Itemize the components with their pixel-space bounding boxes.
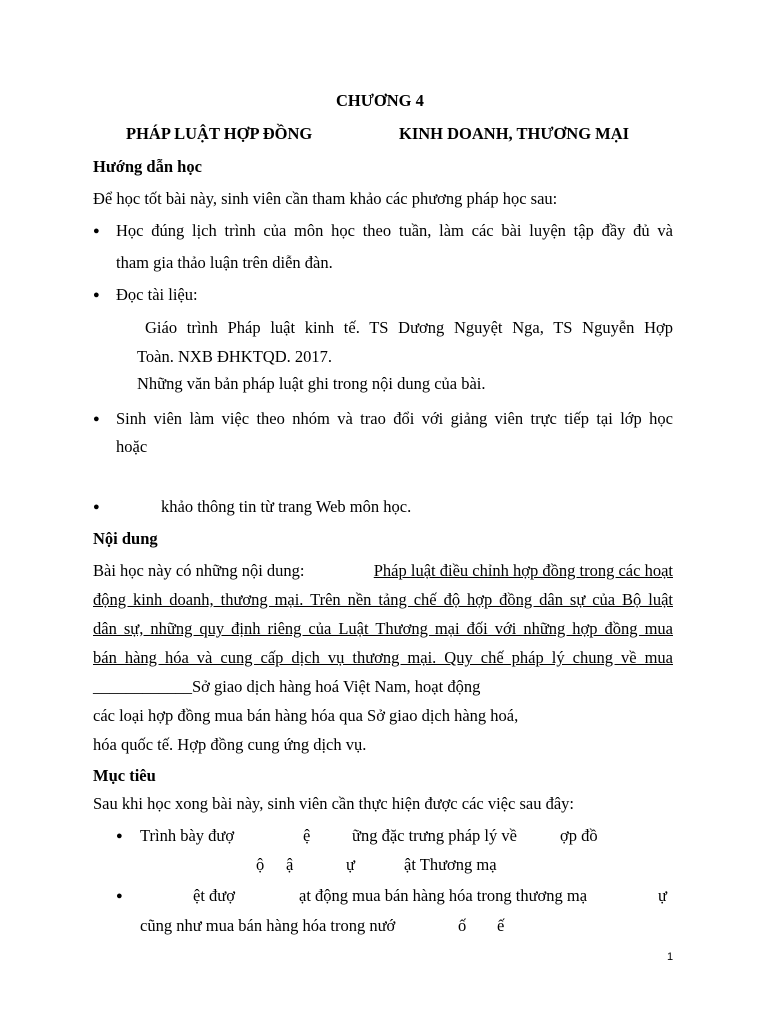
- objective-1-line-2-part-a: ộ: [256, 855, 265, 874]
- objective-1-line-1-part-b: ệ: [303, 826, 311, 845]
- objective-1-line-2-part-d: ật Thương mạ: [404, 855, 497, 874]
- chapter-title-right: KINH DOANH, THƯƠNG MẠI: [399, 124, 630, 143]
- chapter-number: CHƯƠNG 4: [336, 91, 424, 110]
- study-guide-intro: Để học tốt bài này, sinh viên cần tham khảo các phương pháp học sau:: [93, 189, 558, 208]
- study-guide-bullet-3-line-1: Sinh viên làm việc theo nhóm và trao đổi với giảng viên trực tiếp tại lớp học: [116, 409, 673, 428]
- content-line-1-prefix: Bài học này có những nội dung:: [93, 561, 305, 580]
- objective-1-line-1-part-a: Trình bày đượ: [140, 826, 235, 845]
- objectives-heading: Mục tiêu: [93, 766, 156, 785]
- objective-1-line-2-part-c: ự: [346, 855, 355, 874]
- bullet-icon: ●: [116, 830, 123, 842]
- content-line-2: động kinh doanh, thương mại. Trên nền tảng chế độ hợp đồng dân sự của Bộ luật: [93, 590, 673, 609]
- objective-2-line-1-part-a: ệt đượ: [193, 886, 235, 905]
- objective-1-line-1-part-d: ợp đồ: [560, 826, 598, 845]
- bullet-icon: ●: [116, 890, 123, 902]
- objective-2-line-2-part-c: ế: [497, 916, 505, 935]
- content-line-6: các loại hợp đồng mua bán hàng hóa qua Sở giao dịch hàng hoá,: [93, 706, 519, 725]
- content-line-5-blank: ____________: [93, 677, 192, 696]
- bullet-icon: ●: [93, 225, 100, 237]
- objective-2-line-1-part-c: ự: [658, 886, 667, 905]
- reference-2: Những văn bản pháp luật ghi trong nội dung của bài.: [137, 374, 486, 393]
- study-guide-bullet-3-line-2: hoặc: [116, 437, 148, 456]
- study-guide-heading: Hướng dẫn học: [93, 157, 202, 176]
- content-heading: Nội dung: [93, 529, 158, 548]
- content-line-5-text: Sở giao dịch hàng hoá Việt Nam, hoạt động: [192, 677, 481, 696]
- objective-2-line-2-part-b: ố: [458, 916, 467, 935]
- content-line-4: bán hàng hóa và cung cấp dịch vụ thương mại. Quy chế pháp lý chung về mua: [93, 648, 673, 667]
- study-guide-bullet-1-line-1: Học đúng lịch trình của môn học theo tuần, làm các bài luyện tập đầy đủ và: [116, 221, 673, 240]
- content-line-1: [93, 561, 673, 581]
- page-number: 1: [667, 951, 674, 963]
- bullet-icon: ●: [93, 501, 100, 513]
- study-guide-bullet-4: khảo thông tin từ trang Web môn học.: [161, 497, 412, 516]
- bullet-icon: ●: [93, 413, 100, 425]
- study-guide-bullet-1-line-2: tham gia thảo luận trên diễn đàn.: [116, 253, 333, 272]
- reference-1-line-2: Toàn. NXB ĐHKTQD. 2017.: [137, 347, 332, 366]
- content-line-1-underlined: Pháp luật điều chỉnh hợp đồng trong các hoạt: [373, 561, 673, 580]
- bullet-icon: ●: [93, 289, 100, 301]
- reference-1-line-1: Giáo trình Pháp luật kinh tế. TS Dương Nguyệt Nga, TS Nguyễn Hợp: [145, 318, 673, 337]
- content-line-3: dân sự, những quy định riêng của Luật Thương mại đối với những hợp đồng mua: [93, 619, 673, 638]
- objective-1-line-1-part-c: ững đặc trưng pháp lý về: [352, 826, 517, 845]
- objectives-intro: Sau khi học xong bài này, sinh viên cần thực hiện được các việc sau đây:: [93, 794, 574, 813]
- study-guide-bullet-2: Đọc tài liệu:: [116, 285, 198, 304]
- chapter-title-left: PHÁP LUẬT HỢP ĐỒNG: [126, 124, 313, 143]
- objective-1-line-2-part-b: ậ: [286, 855, 294, 874]
- content-line-5: [93, 677, 480, 697]
- objective-2-line-2-part-a: cũng như mua bán hàng hóa trong nướ: [140, 916, 396, 935]
- objective-2-line-1-part-b: ạt động mua bán hàng hóa trong thương mạ: [299, 886, 588, 905]
- content-line-7: hóa quốc tế. Hợp đồng cung ứng dịch vụ.: [93, 735, 367, 754]
